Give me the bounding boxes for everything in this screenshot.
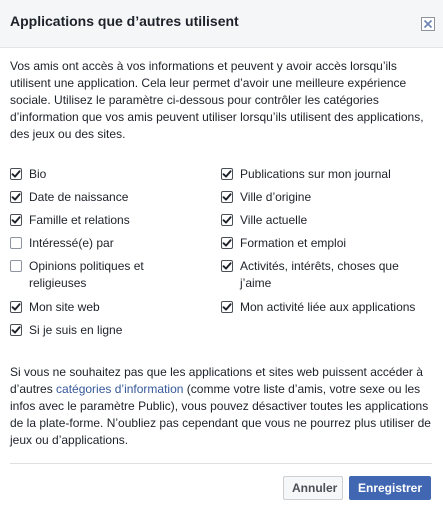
intro-text: Vos amis ont accès à vos informations et peuvent y avoir accès lorsqu’ils utilisent une application. Cela leur permet d’avoir une meilleure expérience sociale. Utilisez le paramètre ci-dessous pour contrôler les catégories d’information que vos amis peuvent utiliser lorsqu’ils utilisent des applications, des jeux ou des sites. <box>10 59 424 141</box>
option-label: Si je suis en ligne <box>29 323 123 337</box>
option-app-activity[interactable] <box>221 299 435 316</box>
footer-text-part1: Si vous ne souhaitez pas que les applications et sites web puissent accéder à d’autres <box>10 365 423 396</box>
checkbox[interactable] <box>10 214 22 226</box>
checkbox[interactable] <box>10 324 22 336</box>
checkmark-icon <box>222 215 232 225</box>
checkbox[interactable] <box>221 301 233 313</box>
option-interested-in[interactable] <box>10 235 199 252</box>
close-icon <box>422 18 434 30</box>
checkbox[interactable] <box>221 214 233 226</box>
option-current-city[interactable] <box>221 212 435 229</box>
option-website[interactable] <box>10 299 199 316</box>
option-label: Opinions politiques et religieuses <box>29 259 144 290</box>
checkmark-icon <box>222 238 232 248</box>
information-categories-link[interactable]: catégories d’information <box>56 382 184 396</box>
option-label: Ville d’origine <box>240 190 312 204</box>
checkmark-icon <box>11 169 21 179</box>
option-activities-interests[interactable] <box>221 258 415 292</box>
option-label: Bio <box>29 167 47 181</box>
option-label: Date de naissance <box>29 190 129 204</box>
option-online-status[interactable] <box>10 322 199 339</box>
cancel-button[interactable]: Annuler <box>283 476 343 500</box>
footer-divider <box>10 463 432 464</box>
option-label: Mon site web <box>29 300 100 314</box>
option-political-religious[interactable] <box>10 258 179 292</box>
option-timeline-posts[interactable] <box>221 166 435 183</box>
checkmark-icon <box>11 215 21 225</box>
option-label: Formation et emploi <box>240 236 347 250</box>
option-education-work[interactable] <box>221 235 435 252</box>
footer-text-part2: (comme votre liste d’amis, votre sexe ou les infos avec le paramètre Public), vous pouvez désactiver toutes les applications de la plate-forme. N’oubliez pas cependant que vous ne pourrez plus utiliser de jeux ou d’applications. <box>10 382 431 447</box>
checkmark-icon <box>11 325 21 335</box>
option-label: Mon activité liée aux applications <box>240 300 416 314</box>
checkbox[interactable] <box>10 168 22 180</box>
checkbox[interactable] <box>221 237 233 249</box>
close-button[interactable] <box>421 17 435 31</box>
checkbox[interactable] <box>10 237 22 249</box>
save-button[interactable]: Enregistrer <box>349 476 431 500</box>
option-family[interactable] <box>10 212 199 229</box>
checkmark-icon <box>222 169 232 179</box>
checkbox[interactable] <box>10 260 22 272</box>
option-label: Publications sur mon journal <box>240 167 391 181</box>
dialog-title: Applications que d’autres utilisent <box>10 13 239 29</box>
option-label: Ville actuelle <box>240 213 308 227</box>
checkbox[interactable] <box>221 260 233 272</box>
dialog-header <box>0 0 443 48</box>
checkbox[interactable] <box>10 191 22 203</box>
footer-text <box>10 364 432 449</box>
checkmark-icon <box>11 302 21 312</box>
option-label: Intéressé(e) par <box>29 236 114 250</box>
option-hometown[interactable] <box>221 189 435 206</box>
checkmark-icon <box>222 302 232 312</box>
checkmark-icon <box>11 192 21 202</box>
option-label: Activités, intérêts, choses que j’aime <box>240 259 399 290</box>
checkbox[interactable] <box>221 191 233 203</box>
checkmark-icon <box>222 261 232 271</box>
option-label: Famille et relations <box>29 213 130 227</box>
checkmark-icon <box>222 192 232 202</box>
option-bio[interactable] <box>10 166 199 183</box>
option-birthday[interactable] <box>10 189 199 206</box>
checkbox[interactable] <box>221 168 233 180</box>
checkbox[interactable] <box>10 301 22 313</box>
